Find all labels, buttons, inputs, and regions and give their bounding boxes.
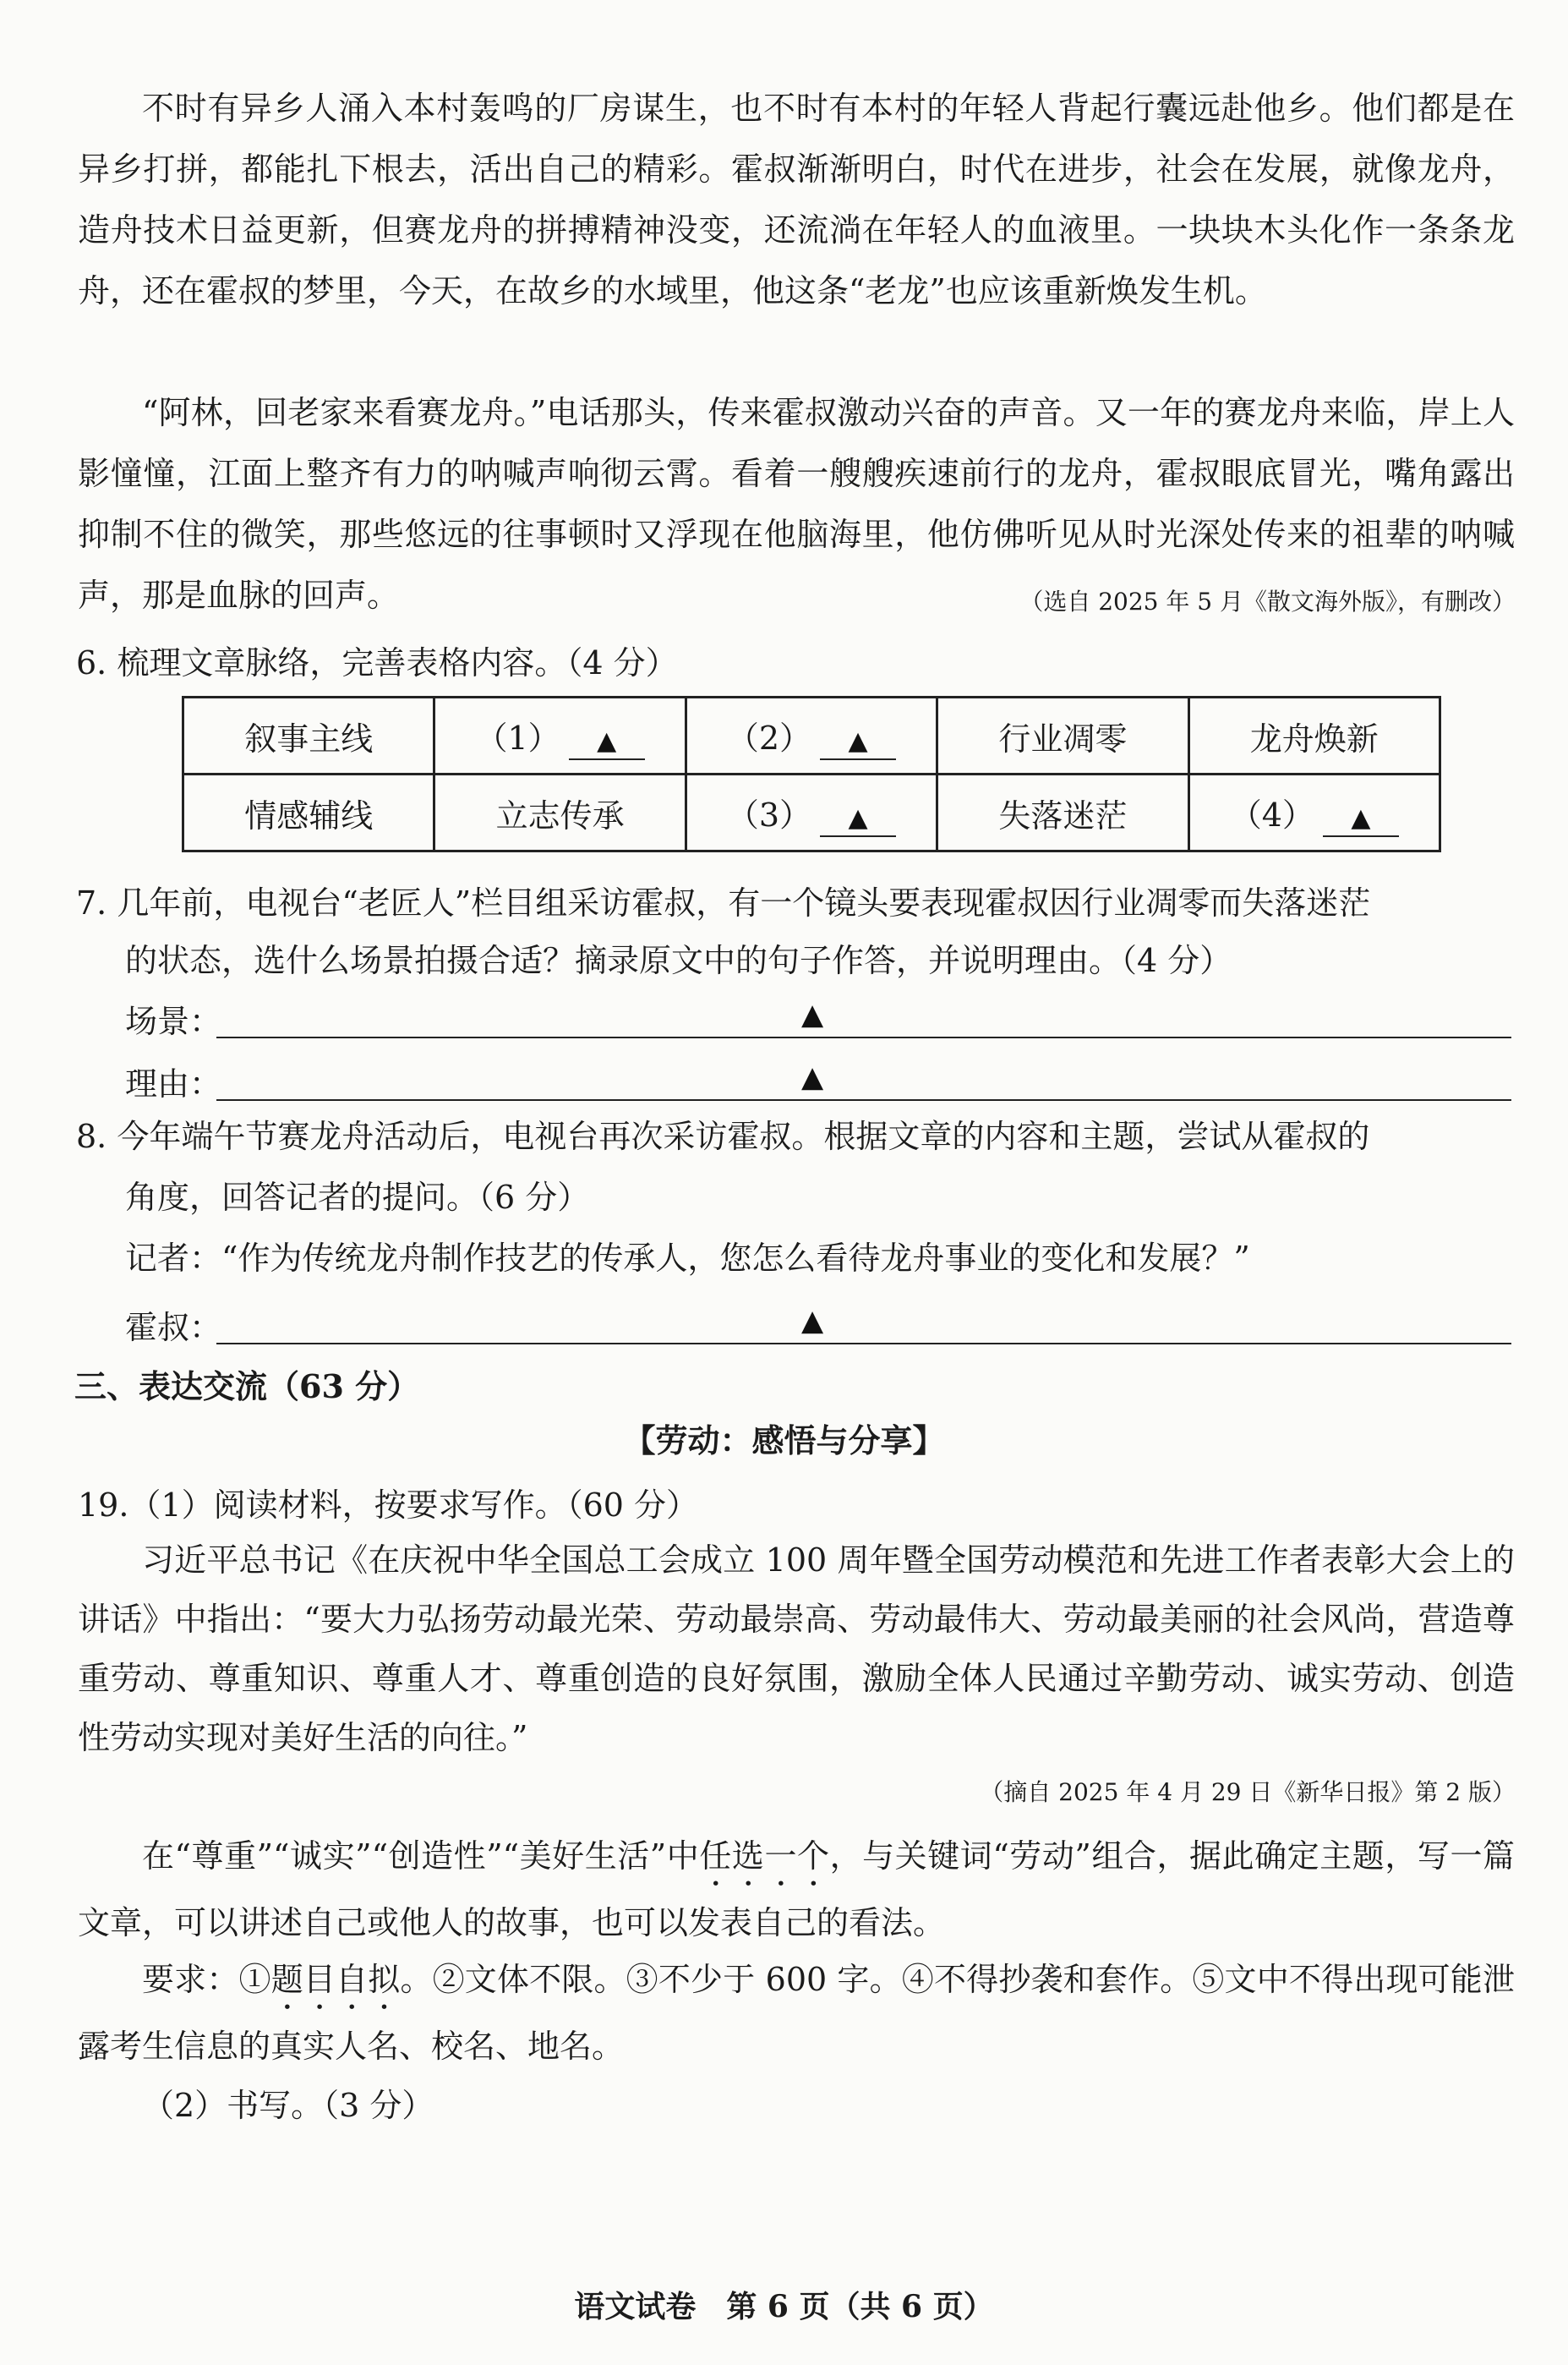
triangle-mark-icon: ▲ [848, 802, 868, 833]
question-19-part-2: （2）书写。（3 分） [142, 2087, 434, 2124]
blank-3[interactable]: （3） ▲ [686, 775, 937, 851]
table-cell-header: 叙事主线 [183, 698, 434, 775]
reason-answer-line[interactable] [125, 1057, 1511, 1111]
writing-requirements: 要求：①题目自拟。②文体不限。③不少于 600 字。④不得抄袭和套作。⑤文中不得出现可能泄露考生信息的真实人名、校名、地名。 [78, 1961, 1515, 2065]
question-7-stem-line-2: 的状态，选什么场景拍摄合适？摘录原文中的句子作答，并说明理由。（4 分） [125, 942, 1232, 979]
blank-4[interactable]: （4） ▲ [1188, 775, 1440, 851]
huo-label: 霍叔： [125, 1309, 222, 1346]
triangle-mark-icon: ▲ [597, 725, 617, 756]
scene-label: 场景： [125, 1003, 222, 1040]
table-cell: 立志传承 [434, 775, 686, 851]
section-3-theme: 【劳动：感悟与分享】 [623, 1421, 945, 1459]
triangle-mark-icon: ▲ [801, 998, 824, 1032]
table-cell: 龙舟焕新 [1188, 698, 1440, 775]
table-cell-header: 情感辅线 [183, 775, 434, 851]
passage-paragraph-2: “阿林，回老家来看赛龙舟。”电话那头，传来霍叔激动兴奋的声音。又一年的赛龙舟来临，岸上人影憧憧，江面上整齐有力的呐喊声响彻云霄。看着一艘艘疾速前行的龙舟，霍叔眼底冒光，嘴角露出抑制不住的微笑，那些悠远的往事顿时又浮现在他脑海里，他仿佛听见从时光深处传来的祖辈的呐喊声，那是血脉的回声。 [78, 394, 1515, 614]
question-6-stem: 6. 梳理文章脉络，完善表格内容。（4 分） [76, 644, 678, 682]
triangle-mark-icon: ▲ [801, 1060, 824, 1094]
blank-2[interactable]: （2） ▲ [686, 698, 937, 775]
triangle-mark-icon: ▲ [1351, 802, 1371, 833]
table-cell: 失落迷茫 [937, 775, 1188, 851]
answer-underline [216, 1099, 1511, 1101]
writing-material: 习近平总书记《在庆祝中华全国总工会成立 100 周年暨全国劳动模范和先进工作者表彰大会上的讲话》中指出：“要大力弘扬劳动最光荣、劳动最崇高、劳动最伟大、劳动最美丽的社会风尚，营造尊重劳动、尊重知识、尊重人才、尊重创造的良好氛围，激励全体人民通过辛勤劳动、诚实劳动、创造性劳动实现对美好生活的向往。” [78, 1541, 1515, 1756]
passage-paragraph-1: 不时有异乡人涌入本村轰鸣的厂房谋生，也不时有本村的年轻人背起行囊远赴他乡。他们都是在异乡打拼，都能扎下根去，活出自己的精彩。霍叔渐渐明白，时代在进步，社会在发展，就像龙舟，造舟技术日益更新，但赛龙舟的拼搏精神没变，还流淌在年轻人的血液里。一块块木头化作一条条龙舟，还在霍叔的梦里，今天，在故乡的水域里，他这条“老龙”也应该重新焕发生机。 [78, 90, 1515, 309]
reason-label: 理由： [125, 1065, 222, 1103]
question-8-stem-line-2: 角度，回答记者的提问。（6 分） [125, 1179, 590, 1216]
answer-underline [216, 1037, 1511, 1038]
question-8-stem-line-1: 8. 今年端午节赛龙舟活动后，电视台再次采访霍叔。根据文章的内容和主题，尝试从霍叔的 [76, 1118, 1370, 1155]
emphasis-choose-one: 任选一个 [699, 1837, 830, 1875]
table-cell: 行业凋零 [937, 698, 1188, 775]
table-row [183, 698, 1440, 775]
emphasis-self-title: 题目自拟 [270, 1961, 401, 1998]
table-row [183, 775, 1440, 851]
huo-answer-line[interactable] [125, 1300, 1511, 1355]
reporter-question: 记者：“作为传统龙舟制作技艺的传承人，您怎么看待龙舟事业的变化和发展？” [125, 1240, 1250, 1277]
writing-task: 在“尊重”“诚实”“创造性”“美好生活”中任选一个，与关键词“劳动”组合，据此确定主题，写一篇文章，可以讲述自己或他人的故事，也可以发表自己的看法。 [78, 1837, 1515, 1941]
question-7-stem-line-1: 7. 几年前，电视台“老匠人”栏目组采访霍叔，有一个镜头要表现霍叔因行业凋零而失落迷茫 [76, 884, 1371, 922]
triangle-mark-icon: ▲ [848, 725, 868, 756]
section-3-title: 三、表达交流（63 分） [74, 1367, 420, 1405]
outline-table [182, 696, 1441, 852]
question-19-stem: 19.（1）阅读材料，按要求写作。（60 分） [78, 1486, 699, 1524]
passage-source: （选自 2025 年 5 月《散文海外版》，有删改） [1019, 588, 1516, 616]
blank-1[interactable]: （1） ▲ [434, 698, 686, 775]
material-source: （摘自 2025 年 4 月 29 日《新华日报》第 2 版） [980, 1778, 1516, 1806]
page-footer: 语文试卷 第 6 页（共 6 页） [574, 2289, 994, 2324]
answer-underline [216, 1343, 1511, 1344]
scene-answer-line[interactable] [125, 994, 1511, 1048]
triangle-mark-icon: ▲ [801, 1304, 824, 1338]
